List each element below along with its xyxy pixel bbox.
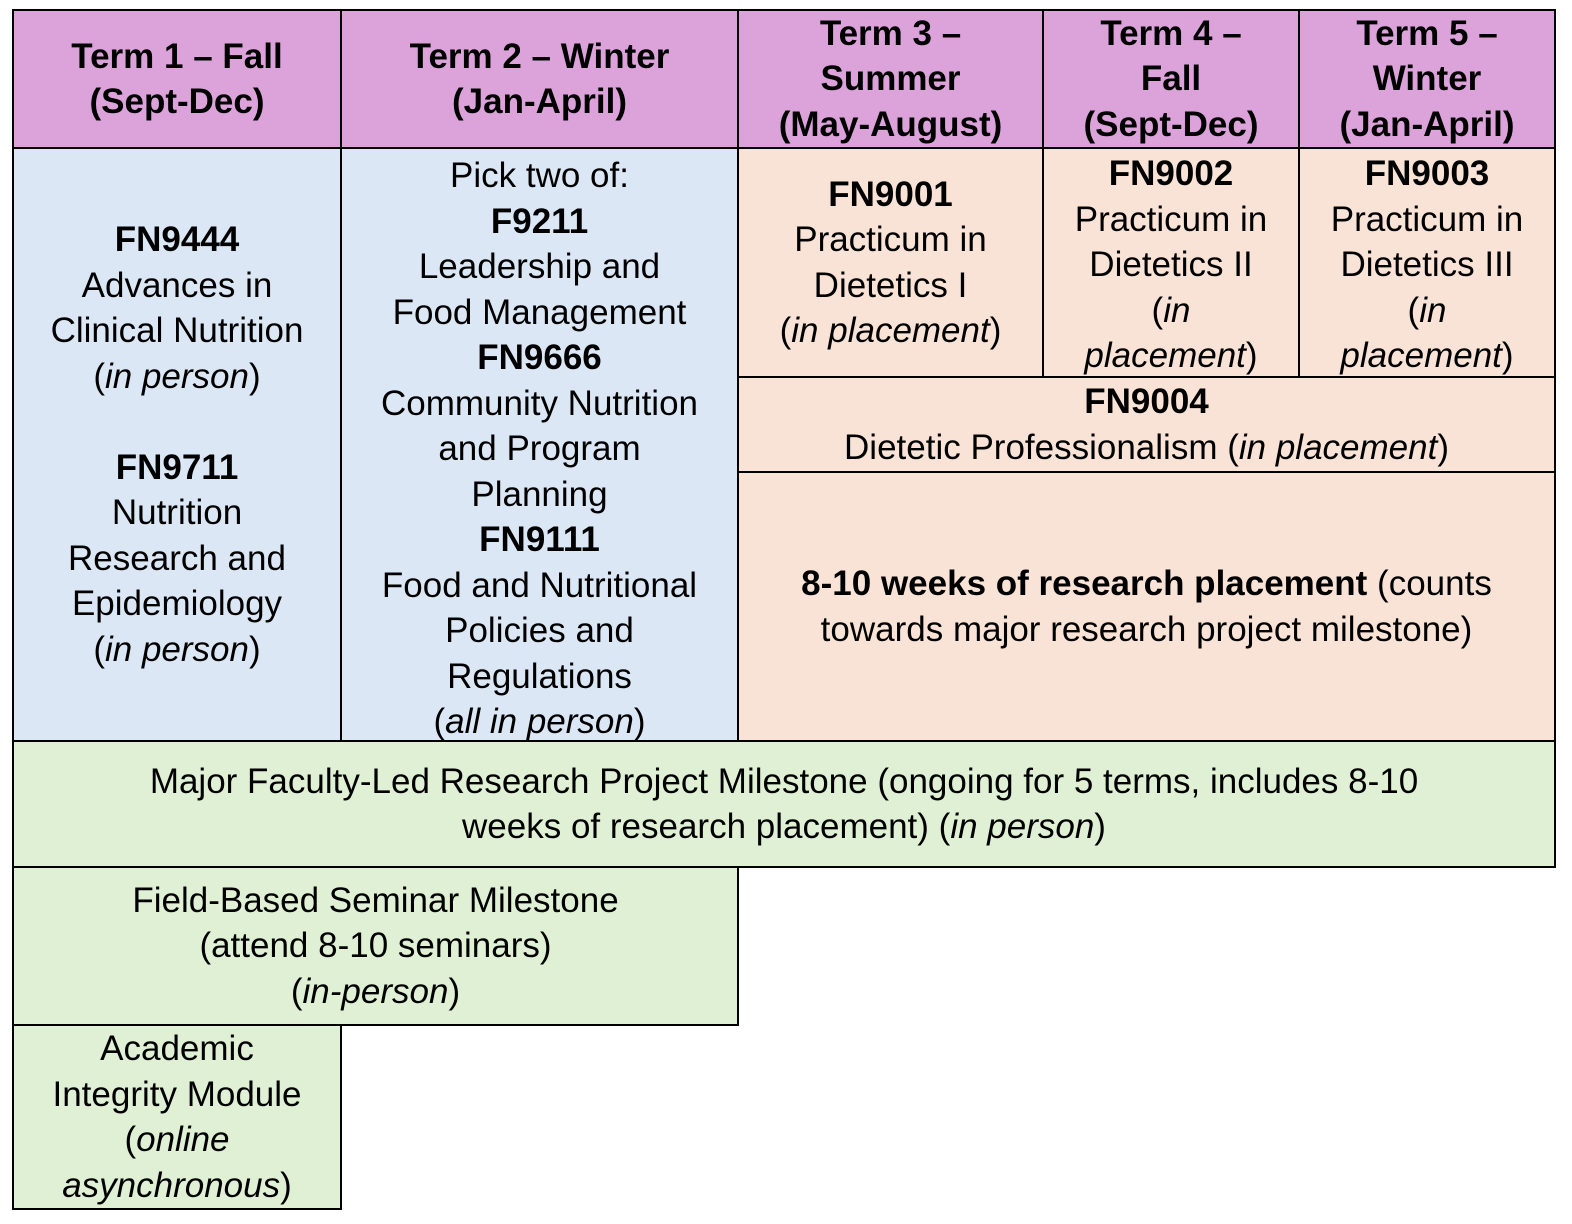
integrity-mode-line2: asynchronous) [62, 1165, 292, 1205]
header-term-5-line2: Winter [1372, 59, 1482, 99]
course-title-line: and Program [438, 429, 641, 468]
research-placement-line2: towards major research project milestone) [820, 609, 1473, 649]
term-1-courses [12, 147, 342, 742]
course-code-fn9444: FN9444 [114, 220, 240, 259]
header-term-4 [1042, 9, 1300, 149]
header-term-5-line1: Term 5 – [1356, 13, 1498, 53]
course-code-fn9003: FN9003 [1364, 154, 1490, 193]
course-code-fn9666: FN9666 [477, 338, 602, 377]
course-title-line: Dietetics III [1340, 245, 1514, 284]
header-term-3 [737, 9, 1044, 149]
course-mode: (in placement) [779, 311, 1002, 350]
course-title-line: Practicum in [794, 220, 987, 259]
course-title-line: Regulations [447, 656, 632, 696]
course-mode: (in person) [93, 356, 261, 396]
seminar-line2: (attend 8-10 seminars) [199, 926, 552, 966]
research-placement [737, 471, 1556, 742]
course-code-fn9001: FN9001 [828, 174, 953, 214]
course-mode: placement) [1340, 336, 1514, 375]
integrity-mode-line1: (online [124, 1120, 230, 1159]
major-project-line1: Major Faculty-Led Research Project Milestone (ongoing for 5 terms, includes 8-10 [149, 761, 1419, 801]
header-term-1-line2: (Sept-Dec) [89, 82, 265, 121]
header-term-3-line1: Term 3 – [819, 13, 962, 53]
header-term-5 [1298, 9, 1556, 149]
course-mode: placement) [1084, 336, 1258, 375]
course-code-fn9111: FN9111 [479, 520, 600, 559]
seminar-milestone [12, 866, 739, 1026]
course-title-line: Research and [68, 538, 286, 578]
practicum-fn9003 [1298, 147, 1556, 378]
course-code-fn9711: FN9711 [115, 447, 239, 487]
course-mode: (all in person) [433, 702, 646, 741]
course-title-line: Leadership and [418, 247, 661, 286]
course-code-fn9002: FN9002 [1108, 154, 1234, 193]
course-title-line: Dietetics II [1089, 245, 1253, 284]
practicum-fn9001 [737, 147, 1044, 378]
course-title-line: Planning [471, 474, 608, 514]
course-mode: (in [1151, 290, 1191, 330]
header-term-1 [12, 9, 342, 149]
course-title-line: Advances in [81, 265, 273, 305]
integrity-line1: Academic [100, 1029, 254, 1068]
professionalism-fn9004 [737, 376, 1556, 473]
header-term-3-line3: (May-August) [778, 104, 1003, 144]
header-term-4-line1: Term 4 – [1100, 13, 1242, 53]
practicum-fn9002 [1042, 147, 1300, 378]
course-title-line: Food and Nutritional [381, 565, 698, 605]
course-code-f9211: F9211 [490, 201, 589, 241]
header-term-2-line2: (Jan-April) [452, 82, 627, 121]
research-placement-line1: 8-10 weeks of research placement (counts [801, 564, 1492, 603]
course-code-fn9004: FN9004 [1084, 382, 1209, 421]
header-term-1-line1: Term 1 – Fall [71, 36, 283, 76]
course-title-line: Clinical Nutrition [50, 311, 304, 350]
course-mode: (in [1407, 290, 1447, 330]
header-term-2 [340, 9, 739, 149]
header-term-5-line3: (Jan-April) [1339, 104, 1515, 144]
seminar-mode: (in-person) [290, 971, 461, 1011]
course-title-line: Epidemiology [71, 584, 283, 623]
major-project-line2: weeks of research placement) (in person) [462, 807, 1106, 846]
seminar-line1: Field-Based Seminar Milestone [132, 880, 619, 920]
header-term-3-line2: Summer [820, 59, 961, 99]
integrity-line2: Integrity Module [52, 1074, 302, 1114]
header-term-4-line2: Fall [1140, 59, 1202, 99]
header-term-2-line1: Term 2 – Winter [409, 36, 670, 76]
course-title-line: Nutrition [111, 493, 243, 532]
major-project-milestone [12, 740, 1556, 868]
course-title-line: Dietetic Professionalism (in placement) [844, 427, 1449, 467]
course-title-line: Dietetics I [813, 265, 968, 305]
term-2-courses [340, 147, 739, 742]
course-title-line: Practicum in [1074, 199, 1268, 239]
course-mode: (in person) [93, 629, 261, 669]
course-spacer [172, 399, 182, 445]
elective-intro: Pick two of: [450, 156, 629, 195]
header-term-4-line3: (Sept-Dec) [1083, 104, 1259, 144]
course-title-line: Food Management [392, 292, 687, 332]
academic-integrity-module [12, 1024, 342, 1210]
course-title-line: Community Nutrition [380, 383, 699, 423]
course-title-line: Policies and [445, 611, 634, 650]
course-title-line: Practicum in [1330, 199, 1524, 239]
